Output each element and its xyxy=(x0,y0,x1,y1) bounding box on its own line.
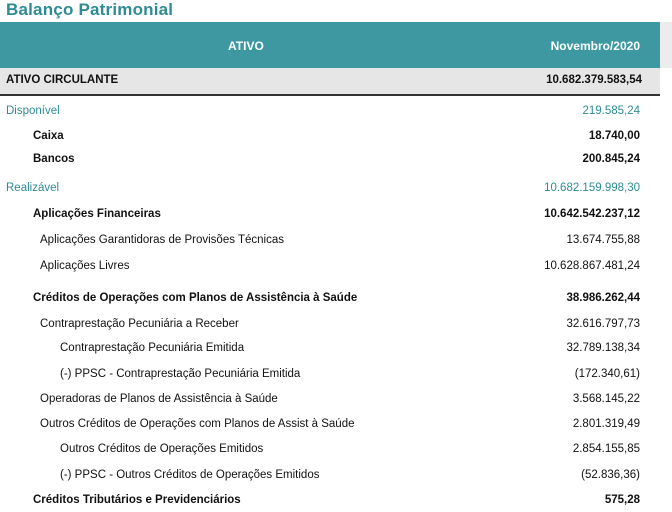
table-row xyxy=(0,441,660,459)
summary-label: ATIVO CIRCULANTE xyxy=(6,74,119,86)
row-value: 2.854.155,85 xyxy=(572,443,640,455)
row-value: 2.801.319,49 xyxy=(572,418,640,430)
column-header-period: Novembro/2020 xyxy=(550,39,640,53)
row-label: Disponível xyxy=(6,105,60,117)
row-label: Bancos xyxy=(33,153,75,165)
row-label: Créditos Tributários e Previdenciários xyxy=(33,494,241,506)
summary-value: 10.682.379.583,54 xyxy=(546,74,642,86)
table-row xyxy=(0,366,660,384)
row-label: Créditos de Operações com Planos de Assistência à Saúde xyxy=(33,292,358,304)
row-value: 200.845,24 xyxy=(582,153,640,165)
row-value: 32.616.797,73 xyxy=(566,318,640,330)
row-label: Operadoras de Planos de Assistência à Saúde xyxy=(40,393,278,405)
table-row xyxy=(0,290,660,308)
row-value: 3.568.145,22 xyxy=(572,393,640,405)
row-value: 32.789.138,34 xyxy=(566,342,640,354)
table-row xyxy=(0,232,660,250)
table-row xyxy=(0,340,660,358)
row-label: Outros Créditos de Operações Emitidos xyxy=(60,443,264,455)
row-label: Aplicações Financeiras xyxy=(33,208,161,220)
row-value: 13.674.755,88 xyxy=(566,234,640,246)
row-value: 38.986.262,44 xyxy=(566,292,640,304)
table-row xyxy=(0,128,660,146)
table-row xyxy=(0,151,660,169)
row-label: Caixa xyxy=(33,130,64,142)
header-edge xyxy=(660,22,672,68)
row-label: Outros Créditos de Operações com Planos de Assist à Saúde xyxy=(40,418,355,430)
table-row xyxy=(0,180,660,198)
table-row xyxy=(0,258,660,276)
row-value: 18.740,00 xyxy=(588,130,640,142)
table-row xyxy=(0,206,660,224)
table-row xyxy=(0,103,660,121)
row-label: Aplicações Garantidoras de Provisões Técnicas xyxy=(40,234,284,246)
row-label: Aplicações Livres xyxy=(40,260,130,272)
summary-row-ativo-circulante xyxy=(0,68,660,96)
row-label: (-) PPSC - Outros Créditos de Operações Emitidos xyxy=(60,469,320,481)
row-label: Realizável xyxy=(6,182,60,194)
row-label: Contraprestação Pecuniária Emitida xyxy=(60,342,245,354)
table-row xyxy=(0,416,660,434)
row-value: 10.628.867.481,24 xyxy=(544,260,640,272)
row-value: (172.340,61) xyxy=(574,368,640,380)
page-title: Balanço Patrimonial xyxy=(6,0,174,19)
row-label: Contraprestação Pecuniária a Receber xyxy=(40,318,239,330)
table-row xyxy=(0,492,660,510)
row-label: (-) PPSC - Contraprestação Pecuniária Emitida xyxy=(60,368,301,380)
row-value: 219.585,24 xyxy=(582,105,640,117)
column-header-ativo: ATIVO xyxy=(228,39,264,53)
table-header xyxy=(0,22,660,68)
row-value: 10.642.542.237,12 xyxy=(544,208,640,220)
table-row xyxy=(0,391,660,409)
table-row xyxy=(0,467,660,485)
row-value: (52.836,36) xyxy=(581,469,640,481)
table-row xyxy=(0,316,660,334)
row-value: 10.682.159.998,30 xyxy=(544,182,640,194)
row-value: 575,28 xyxy=(604,494,640,506)
